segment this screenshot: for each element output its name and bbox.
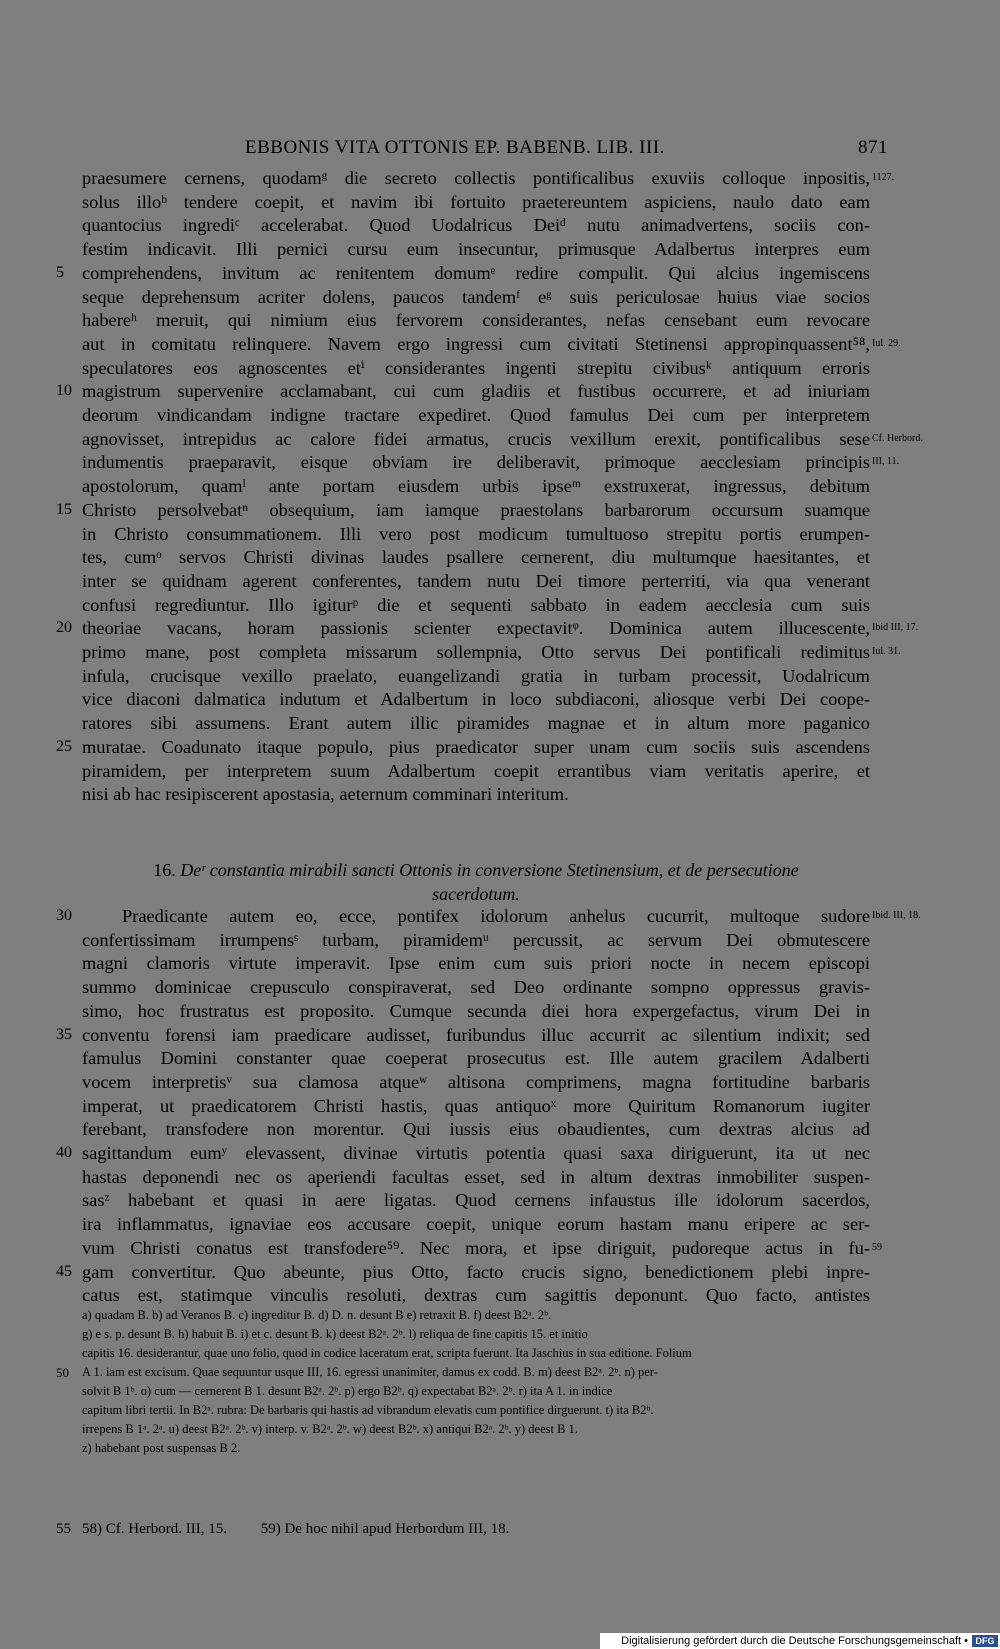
text-line: habereʰ meruit, qui nimium eius fervorem considerantes, nefas censebant eum revocare bbox=[82, 310, 870, 331]
line-number: 30 bbox=[56, 907, 72, 924]
text-line: primo mane, post completa missarum sollempnia, Otto servus Dei pontificali redimitus bbox=[82, 642, 870, 662]
chapter-title-line2: sacerdotum. bbox=[432, 884, 520, 904]
line-number: 35 bbox=[56, 1025, 72, 1043]
footnote-line: z) habebant post suspensas B 2. bbox=[82, 1441, 241, 1455]
text-line: praesumere cernens, quodamᵍ die secreto collectis pontificalibus exuviis colloque inpositis, bbox=[82, 168, 870, 188]
line-number: 55 bbox=[56, 1521, 71, 1537]
footnote-line: solvit B 1ᵇ. o) cum — cernerent B 1. desunt B2ᵃ. 2ᵇ. p) ergo B2ᵇ. q) expectabat B2ᵃ. 2ᵇ. r) ita A 1. in indice bbox=[82, 1384, 613, 1398]
chapter-title-line1: Deʳ constantia mirabili sancti Ottonis in conversione Stetinensium, et de persecutione bbox=[180, 860, 799, 880]
text-line: simo, hoc frustratus est proposito. Cumque secunda diei hora expergefactus, virum Dei in bbox=[82, 1000, 870, 1021]
text-line: festim indicavit. Illi pernici cursu eum insecuntur, primusque Adalbertus interpres eum bbox=[82, 239, 870, 260]
footnote-line: capitis 16. desiderantur, quae uno folio, quod in codice laceratum erat, scripta fuerunt. Ita Jaschius in sua editione. Folium bbox=[82, 1346, 692, 1360]
text-line: apostolorum, quamˡ ante portam eiusdem urbis ipseᵐ exstruxerat, ingressus, debitum bbox=[82, 476, 870, 497]
margin-note: Iul. 29. bbox=[872, 337, 901, 349]
text-line: deorum vindicandam indigne tractare expediret. Quod famulus Dei cum per interpretem bbox=[82, 405, 870, 425]
text-line: nisi ab hac resipiscerent apostasia, aeternum comminari interitum. bbox=[82, 784, 569, 805]
footnote-line: capitum libri tertii. In B2ᵃ. rubra: De barbaris qui hastis ad vibrandum elevatis cum pontifice dirguerunt. t) ita B2ᵇ. bbox=[82, 1403, 654, 1417]
text-line: muratae. Coadunato itaque populo, pius praedicator super unam cum sociis suis ascendens bbox=[82, 736, 870, 757]
note-59: 59) De hoc nihil apud Herbordum III, 18. bbox=[260, 1521, 510, 1537]
text-line: sagittandum eumʸ elevassent, divinae virtutis potentia quasi saxa diriguerunt, ita ut nec bbox=[82, 1143, 870, 1163]
line-number: 20 bbox=[56, 619, 72, 637]
text-line: solus illoᵇ tendere coepit, et navim ibi fortuito praetereuntem aspiciens, naulo dato eam bbox=[82, 191, 870, 212]
text-line: vocem interpretisᵛ sua clamosa atqueʷ altisona comprimens, magna fortitudine barbaris bbox=[82, 1071, 870, 1092]
margin-note: III, 11. bbox=[872, 456, 900, 468]
text-line: Praedicante autem eo, ecce, pontifex idolorum anhelus cucurrit, multoque sudore bbox=[122, 906, 870, 926]
text-line: imperat, ut praedicatorem Christi hastis, quas antiquoˣ more Quiritum Romanorum iugiter bbox=[82, 1095, 870, 1116]
text-line: ratores sibi assumens. Erant autem illic piramides magnae et in altum more paganico bbox=[82, 713, 870, 734]
text-line: in Christo consummationem. Illi vero post modicum tumultuoso strepitu portis erumpen- bbox=[82, 523, 870, 544]
text-line: theoriae vacans, horam passionis scienter expectavitᵠ. Dominica autem illucescente, bbox=[82, 618, 870, 639]
text-line: aut in comitatu relinquere. Navem ergo ingressi cum civitati Stetinensi appropinquassent⁵⁸, bbox=[82, 333, 870, 354]
margin-note: 59 bbox=[872, 1241, 882, 1253]
text-line: indumentis praeparavit, eisque obviam ire deliberavit, primoque aecclesiam principis bbox=[82, 452, 870, 473]
line-number: 25 bbox=[56, 737, 72, 755]
dfg-logo-icon: DFG bbox=[972, 1635, 998, 1647]
margin-note: Ibid III, 17. bbox=[872, 622, 919, 634]
running-header bbox=[0, 133, 1000, 163]
text-line: summo dominicae crepusculo conspiraverat, sed Deo ordinante sompno oppressus gravis- bbox=[82, 977, 870, 998]
text-line: vice diaconi dalmatica indutum et Adalbertum in loco subdiaconi, aliosque verbi Dei coope- bbox=[82, 689, 870, 710]
text-line: tes, cumᵒ servos Christi divinas laudes psallere cernerent, diu multumque haesitantes, et bbox=[82, 547, 870, 568]
margin-note: 1127. bbox=[872, 172, 895, 183]
text-line: confertissimam irrumpensˢ turbam, piramidemᵘ percussit, ac servum Dei obmutescere bbox=[82, 929, 870, 950]
footnote-line: irrepens B 1ᵃ. 2ᵃ. u) deest B2ᵃ. 2ᵇ. v) interp. v. B2ᵃ. 2ᵇ. w) deest B2ᵇ. x) antiqui B2ᵃ. 2ᵇ. y) deest B 1. bbox=[82, 1422, 578, 1436]
text-line: agnovisset, intrepidus ac calore fidei armatus, crucis vexillum erexit, pontificalibus sese bbox=[82, 428, 870, 449]
text-line: confusi regrediuntur. Illo igiturᵖ die et sequenti sabbato in eadem aecclesia cum suis bbox=[82, 594, 870, 615]
line-number: 50 bbox=[56, 1365, 69, 1380]
text-line: hastas deponendi nec os aperiendi facultas esset, sed in altum dextras inmobiliter suspen- bbox=[82, 1166, 870, 1187]
text-line: quantocius ingrediᶜ accelerabat. Quod Uodalricus Deiᵈ nutu animadvertens, sociis con- bbox=[82, 215, 870, 236]
text-line: comprehendens, invitum ac renitentem domumᵉ redire compulit. Qui alcius ingemiscens bbox=[82, 262, 870, 283]
text-line: ferebant, transfodere non morentur. Qui iussis eius obaudientes, cum dextras alcius ad bbox=[82, 1119, 870, 1140]
line-number: 15 bbox=[56, 500, 72, 518]
note-58: 58) Cf. Herbord. III, 15. bbox=[82, 1521, 227, 1537]
text-line: ira inflammatus, ignaviae eos accusare coepit, unique eorum hastam manu eripere ac ser- bbox=[82, 1214, 870, 1235]
text-line: vum Christi conatus est transfodere⁵⁹. Nec mora, et ipse diriguit, pudoreque actus in fu- bbox=[82, 1237, 870, 1258]
text-line: piramidem, per interpretem suum Adalbertum coepit errantibus viam veritatis aperire, et bbox=[82, 760, 870, 781]
chapter-heading bbox=[82, 858, 870, 882]
footnote-line: A 1. iam est excisum. Quae sequuntur usque III, 16. egressi unanimiter, damus ex codd. B. m) deest B2ᵃ. 2ᵇ. n) per- bbox=[82, 1365, 658, 1379]
margin-note: Cf. Herbord. bbox=[872, 432, 923, 444]
chapter-number: 16. bbox=[153, 860, 176, 880]
margin-note: Ibid. III, 18. bbox=[872, 910, 921, 921]
text-line: sasᶻ habebant et quasi in aere ligatas. Quod cernens infaustus ille idolorum sacerdos, bbox=[82, 1190, 870, 1211]
text-line: speculatores eos agnoscentes etⁱ considerantes ingenti strepitu civibusᵏ antiquum erroris bbox=[82, 357, 870, 378]
text-line: catus est, statimque vinculis resoluti, dextras cum sagittis deponunt. Quo facto, antistes bbox=[82, 1285, 870, 1306]
page-number: 871 bbox=[858, 137, 888, 158]
text-line: magistrum supervenire acclamabant, cui cum gladiis et fustibus occurrere, et ad iniuriam bbox=[82, 381, 870, 402]
text-line: Christo persolvebatⁿ obsequium, iam iamque praestolans barbarorum occursum suamque bbox=[82, 499, 870, 520]
text-line: conventu forensi iam praedicare audisset, furibundus illuc accurrit ac silentium indixit; sed bbox=[82, 1024, 870, 1045]
text-line: magni clamoris virtute imperavit. Ipse enim cum suis priori nocte in necem episcopi bbox=[82, 953, 870, 974]
credit-text: Digitalisierung gefördert durch die Deutsche Forschungsgemeinschaft • bbox=[621, 1635, 968, 1647]
footnote-line: a) quadam B. b) ad Veranos B. c) ingreditur B. d) D. n. desunt B e) retraxit B. f) deest B2ᵃ. 2ᵇ. bbox=[82, 1308, 552, 1322]
digitization-credit bbox=[600, 1633, 1000, 1649]
margin-note: Iul. 31. bbox=[872, 646, 901, 657]
text-line: famulus Domini constanter quae coeperat prosecutus est. Ille autem gracilem Adalberti bbox=[82, 1048, 870, 1069]
text-line: infula, crucisque vexillo praelato, euangelizandi gratia in turbam processit, Uodalricum bbox=[82, 665, 870, 686]
footnote-line: g) e s. p. desunt B. h) habuit B. i) et c. desunt B. k) deest B2ᵃ. 2ᵇ. l) reliqua de fine capitis 15. et initio bbox=[82, 1327, 588, 1341]
line-number: 10 bbox=[56, 382, 72, 400]
text-line: seque deprehensum acriter dolens, paucos tandemᶠ eᵍ suis periculosae huius viae socios bbox=[82, 286, 870, 307]
text-line: inter se quidnam agerent conferentes, tandem nutu Dei timore perterriti, via qua venerant bbox=[82, 570, 870, 591]
text-line: gam convertitur. Quo abeunte, pius Otto, facto crucis signo, benedictionem plebi inpre- bbox=[82, 1261, 870, 1282]
line-number: 40 bbox=[56, 1144, 72, 1161]
running-title: EBBONIS VITA OTTONIS EP. BABENB. LIB. III. bbox=[245, 137, 665, 158]
source-notes bbox=[82, 1519, 539, 1539]
line-number: 45 bbox=[56, 1262, 72, 1280]
line-number: 5 bbox=[56, 263, 64, 281]
